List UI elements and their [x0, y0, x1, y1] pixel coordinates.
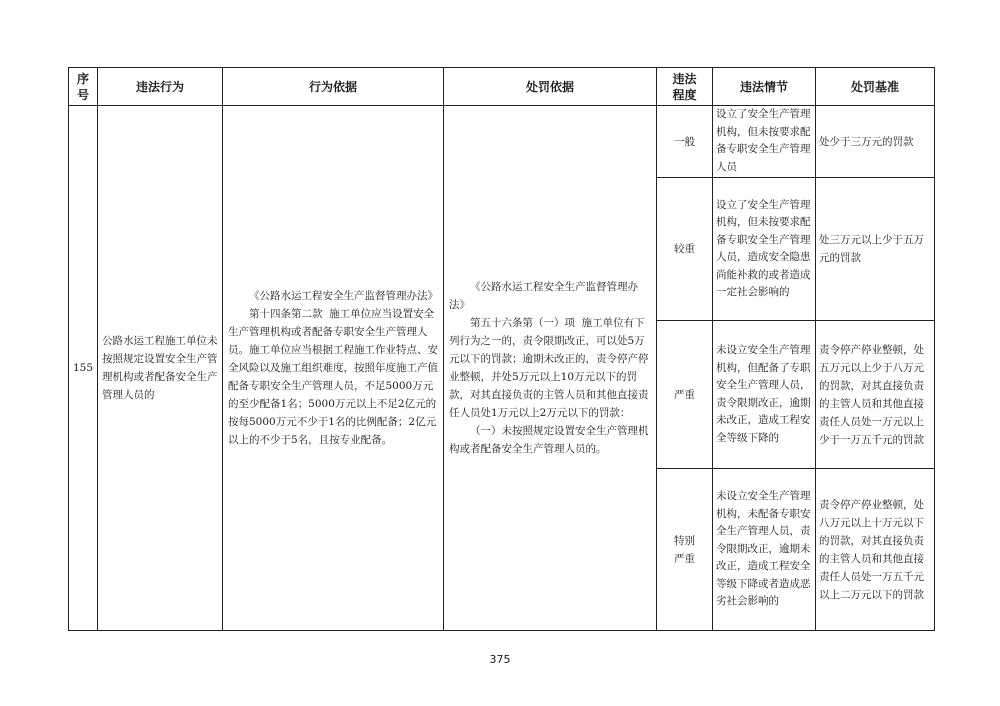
row-penalty-basis: [444, 106, 657, 631]
row-seq: 155: [69, 106, 98, 631]
row-behavior-basis: [223, 106, 444, 631]
degree-severe: 严重: [657, 321, 713, 469]
basis-article-text: 第十四条第二款 施工单位应当设置安全生产管理机构或者配备专职安全生产管理人员。施工单位应当根据工程施工作业特点、安全风险以及施工组织难度，按照年度施工产值配备专职安全生产管理人员，不足5000万元的至少配备1名；5000万元以上不足2亿元的按每5000万元不少于1名的比例配备；2亿元以上的不少于5名，且按专业配备。: [228, 308, 438, 446]
circumstance-especially-severe: 未设立安全生产管理机构，未配备专职安全生产管理人员，责令限期改正，逾期未改正，造成工程安全等级下降或者造成恶劣社会影响的: [713, 469, 816, 631]
standard-serious: 处三万元以上少于五万元的罚款: [816, 178, 935, 321]
row-violation-act: 公路水运工程施工单位未按照规定设置安全生产管理机构或者配备安全生产管理人员的: [98, 106, 223, 631]
penalty-item-text: （一）未按照规定设置安全生产管理机构或者配备安全生产管理人员的。: [449, 425, 649, 455]
basis-regulation-title: 《公路水运工程安全生产监督管理办法》: [249, 290, 438, 302]
degree-serious: 较重: [657, 178, 713, 321]
standard-general: 处少于三万元的罚款: [816, 106, 935, 178]
page-number: 375: [489, 653, 511, 666]
degree-general: 一般: [657, 106, 713, 178]
header-degree: 违法程度: [657, 68, 713, 106]
header-seq: 序号: [69, 68, 98, 106]
header-act: 违法行为: [98, 68, 223, 106]
degree-especially-severe: 特别严重: [657, 469, 713, 631]
standard-especially-severe: 责令停产停业整顿，处八万元以上十万元以下的罚款，对其直接负责的主管人员和其他直接责任人员处一万五千元以上二万元以下的罚款: [816, 469, 935, 631]
header-penalty-basis: 处罚依据: [444, 68, 657, 106]
penalty-article-text: 第五十六条第（一）项 施工单位有下列行为之一的，责令限期改正，可以处5万元以下的罚款；逾期未改正的，责令停产停业整顿，并处5万元以上10万元以下的罚款，对其直接负责的主管人员和其他直接责任人员处1万元以上2万元以下的罚款：: [449, 317, 649, 419]
header-standard: 处罚基准: [816, 68, 935, 106]
header-basis: 行为依据: [223, 68, 444, 106]
header-circumstances: 违法情节: [713, 68, 816, 106]
circumstance-general: 设立了安全生产管理机构，但未按要求配备专职安全生产管理人员: [713, 106, 816, 178]
header-row: [69, 68, 935, 106]
table-row: [69, 106, 935, 178]
standard-severe: 责令停产停业整顿，处五万元以上少于八万元的罚款，对其直接负责的主管人员和其他直接责任人员处一万元以上少于一万五千元的罚款: [816, 321, 935, 469]
circumstance-serious: 设立了安全生产管理机构，但未按要求配备专职安全生产管理人员，造成安全隐患尚能补救的或者造成一定社会影响的: [713, 178, 816, 321]
penalty-regulation-title: 《公路水运工程安全生产监督管理办法》: [449, 281, 638, 311]
circumstance-severe: 未设立安全生产管理机构，但配备了专职安全生产管理人员，责令限期改正，逾期未改正，造成工程安全等级下降的: [713, 321, 816, 469]
penalty-standard-table: [68, 67, 935, 631]
